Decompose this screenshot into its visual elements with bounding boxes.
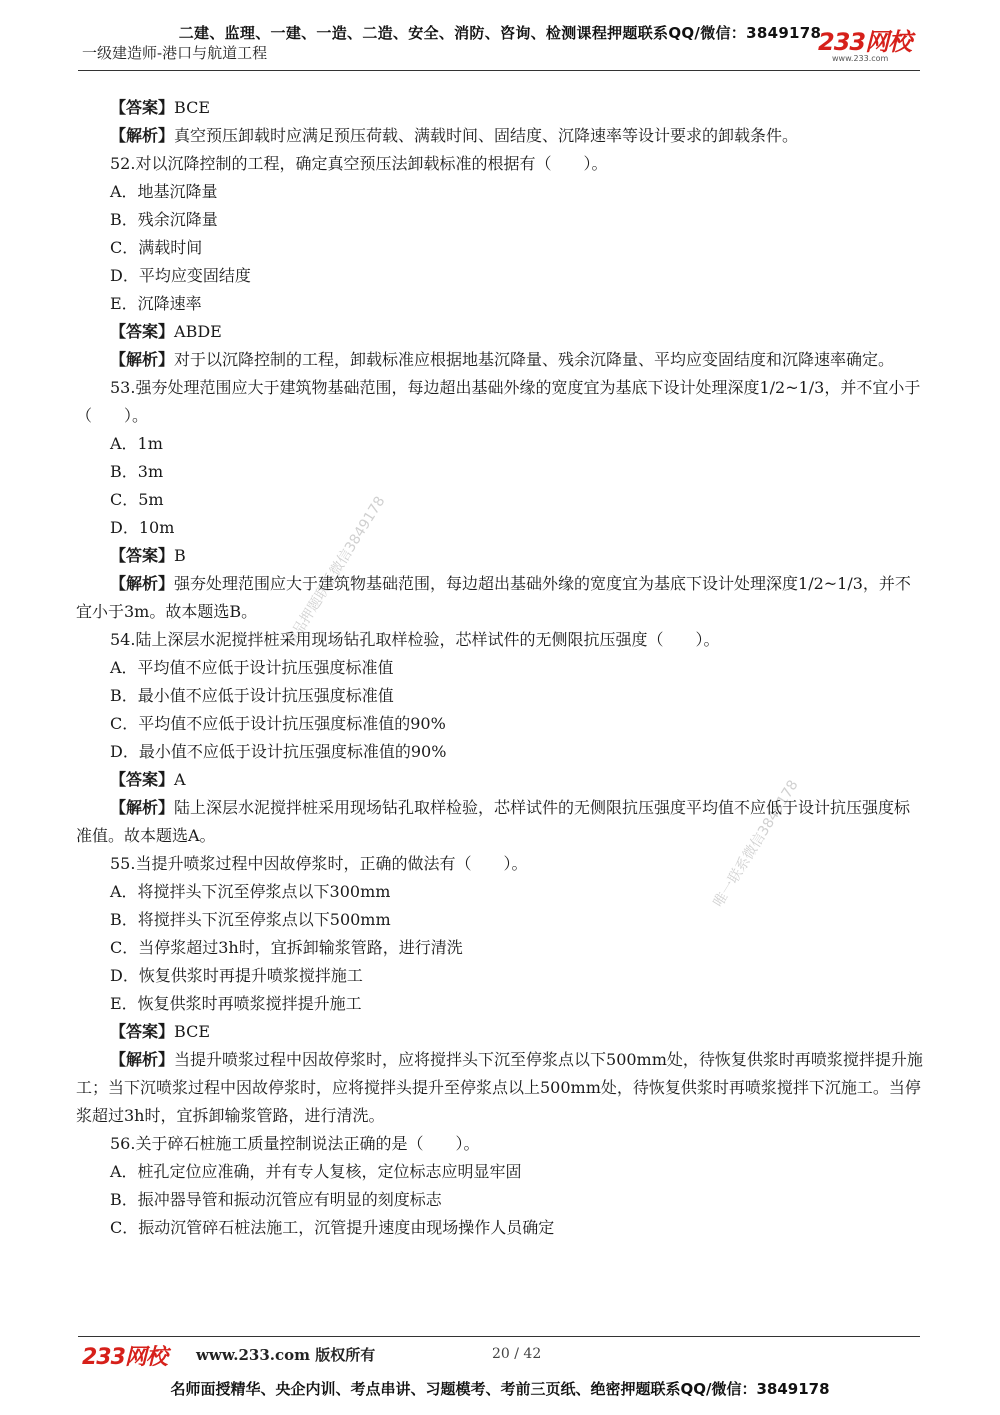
option: C．满载时间	[110, 238, 203, 257]
watermark: 精品押题联系微信3849178	[282, 493, 389, 651]
explanation-line: 【解析】当提升喷浆过程中因故停浆时，应将搅拌头下沉至停浆点以下500mm处，待恢复供浆时再喷浆搅拌提升施工；当下沉喷浆过程中因故停浆时，应将搅拌头提升至停浆点以上500mm处，待恢复供浆时再喷浆搅拌下沉施工。当停浆超过3h时，宜拆卸输浆管路，进行清洗。	[76, 1050, 923, 1125]
option: B．最小值不应低于设计抗压强度标准值	[110, 686, 394, 705]
option: C．5m	[110, 490, 164, 509]
option: B．3m	[110, 462, 164, 481]
logo-text: 233网校	[818, 28, 912, 56]
answer-line: 【答案】BCE	[110, 98, 210, 117]
option: A．平均值不应低于设计抗压强度标准值	[110, 658, 394, 677]
explanation-line: 【解析】对于以沉降控制的工程，卸载标准应根据地基沉降量、残余沉降量、平均应变固结度和沉降速率确定。	[110, 350, 895, 369]
footer-logo: 233网校	[82, 1345, 167, 1370]
option: C．当停浆超过3h时，宜拆卸输浆管路，进行清洗	[110, 938, 463, 957]
watermark: 唯一联系微信3849178	[710, 777, 802, 911]
brand-logo	[818, 30, 922, 66]
option: B．振冲器导管和振动沉管应有明显的刻度标志	[110, 1190, 442, 1209]
option: C．平均值不应低于设计抗压强度标准值的90%	[110, 714, 446, 733]
option: E．恢复供浆时再喷浆搅拌提升施工	[110, 994, 362, 1013]
explanation-line: 【解析】真空预压卸载时应满足预压荷载、满载时间、固结度、沉降速率等设计要求的卸载条件。	[110, 126, 799, 145]
option: D．10m	[110, 518, 175, 537]
explanation-line: 【解析】陆上深层水泥搅拌桩采用现场钻孔取样检验，芯样试件的无侧限抗压强度平均值不应低于设计抗压强度标准值。故本题选A。	[76, 798, 911, 845]
answer-line: 【答案】B	[110, 546, 186, 565]
option: E．沉降速率	[110, 294, 202, 313]
option: A．地基沉降量	[110, 182, 218, 201]
option: B．将搅拌头下沉至停浆点以下500mm	[110, 910, 391, 929]
option: A．将搅拌头下沉至停浆点以下300mm	[110, 882, 391, 901]
option: D．平均应变固结度	[110, 266, 251, 285]
option: C．振动沉管碎石桩法施工，沉管提升速度由现场操作人员确定	[110, 1218, 555, 1237]
question-56: 56.关于碎石桩施工质量控制说法正确的是（ ）。	[110, 1134, 480, 1153]
question-54: 54.陆上深层水泥搅拌桩采用现场钻孔取样检验，芯样试件的无侧限抗压强度（ ）。	[110, 630, 720, 649]
option: B．残余沉降量	[110, 210, 218, 229]
answer-line: 【答案】BCE	[110, 1022, 210, 1041]
question-53: 53.强夯处理范围应大于建筑物基础范围，每边超出基础外缘的宽度宜为基底下设计处理深度1/2~1/3，并不宜小于（ ）。	[76, 378, 921, 425]
explanation-line: 【解析】强夯处理范围应大于建筑物基础范围，每边超出基础外缘的宽度宜为基底下设计处理深度1/2~1/3，并不宜小于3m。故本题选B。	[76, 574, 911, 621]
document-body	[76, 94, 924, 1242]
document-subtitle: 一级建造师-港口与航道工程	[82, 44, 268, 62]
answer-line: 【答案】ABDE	[110, 322, 222, 341]
question-52: 52.对以沉降控制的工程，确定真空预压法卸载标准的根据有（ ）。	[110, 154, 608, 173]
question-55: 55.当提升喷浆过程中因故停浆时，正确的做法有（ ）。	[110, 854, 528, 873]
header-divider	[78, 70, 920, 71]
option: D．最小值不应低于设计抗压强度标准值的90%	[110, 742, 447, 761]
option: A．1m	[110, 434, 163, 453]
answer-line: 【答案】A	[110, 770, 186, 789]
option: D．恢复供浆时再提升喷浆搅拌施工	[110, 966, 363, 985]
logo-url: www.233.com	[832, 54, 889, 63]
page-number: 20 / 42	[492, 1346, 542, 1362]
footer-divider	[78, 1336, 920, 1337]
footer-banner: 名师面授精华、央企内训、考点串讲、习题模考、考前三页纸、绝密押题联系QQ/微信：3849178	[170, 1380, 830, 1398]
copyright-text: www.233.com 版权所有	[196, 1346, 376, 1364]
header-banner: 二建、监理、一建、一造、二造、安全、消防、咨询、检测课程押题联系QQ/微信：3849178	[178, 24, 822, 42]
option: A．桩孔定位应准确，并有专人复核，定位标志应明显牢固	[110, 1162, 522, 1181]
